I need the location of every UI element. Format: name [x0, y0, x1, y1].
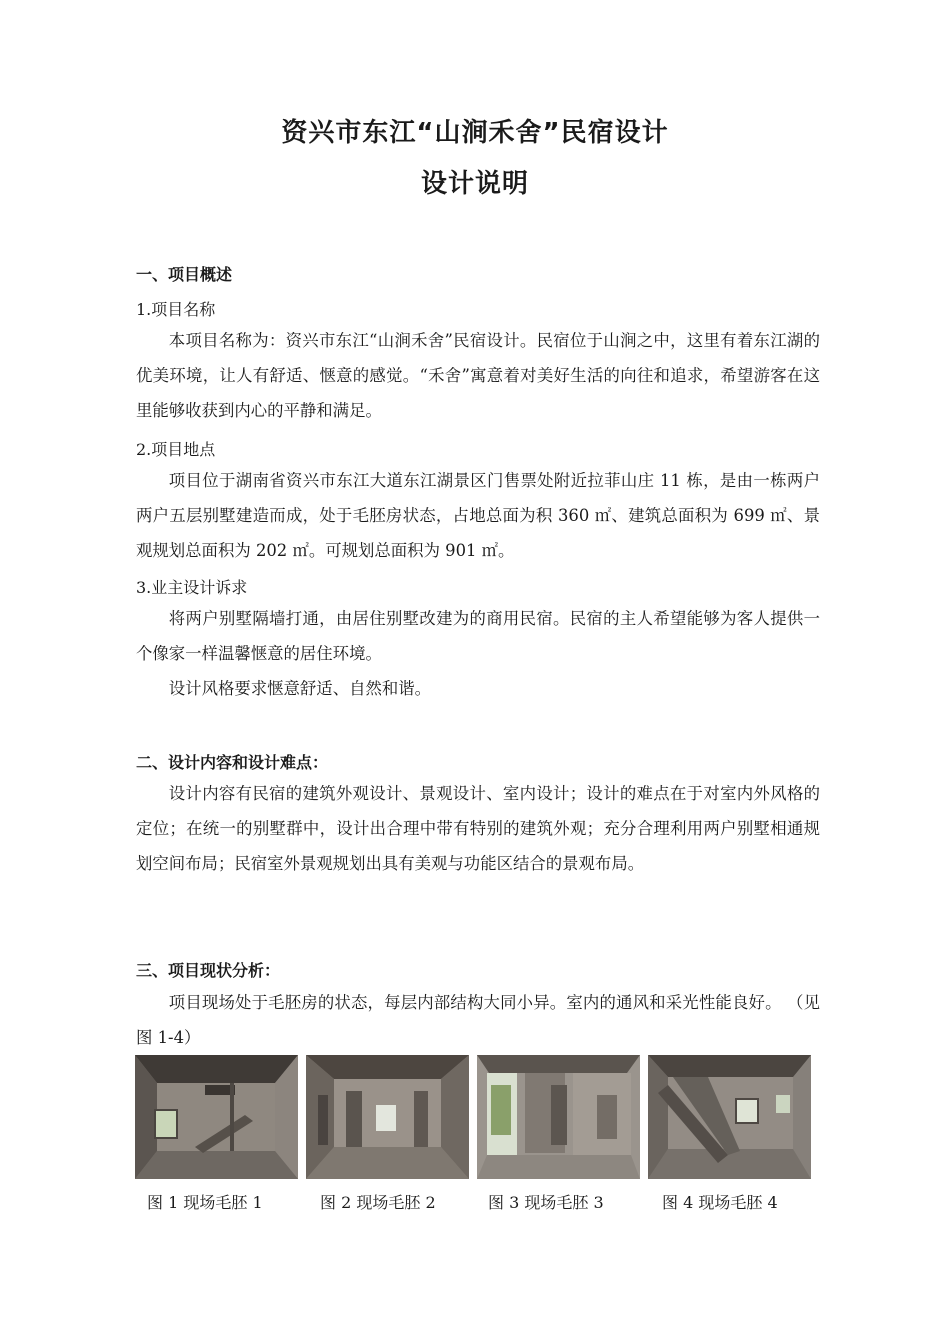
site-photo-4	[648, 1055, 811, 1179]
item3-paragraph-1: 将两户别墅隔墙打通，由居住别墅改建为的商用民宿。民宿的主人希望能够为客人提供一个像家一样温馨惬意的居住环境。	[136, 609, 820, 663]
site-photo-1	[135, 1055, 298, 1179]
document-title: 资兴市东江“山涧禾舍”民宿设计	[281, 118, 669, 148]
figure-caption-1: 图 1 现场毛胚 1	[147, 1193, 263, 1212]
item1-paragraph: 本项目名称为：资兴市东江“山涧禾舍”民宿设计。民宿位于山涧之中，这里有着东江湖的优美环境，让人有舒适、惬意的感觉。“禾舍”寓意着对美好生活的向往和追求，希望游客在这里能够收获到内心的平静和满足。	[136, 331, 820, 420]
site-photo-3	[477, 1055, 640, 1179]
section3-paragraph: 项目现场处于毛胚房的状态，每层内部结构大同小异。室内的通风和采光性能良好。 （见图 1-4）	[136, 993, 820, 1047]
section2-heading: 二、设计内容和设计难点：	[136, 753, 329, 772]
figure-caption-3: 图 3 现场毛胚 3	[488, 1193, 604, 1212]
item1-title: 1.项目名称	[136, 300, 216, 319]
figure-caption-2: 图 2 现场毛胚 2	[320, 1193, 436, 1212]
section2-paragraph: 设计内容有民宿的建筑外观设计、景观设计、室内设计；设计的难点在于对室内外风格的定位；在统一的别墅群中，设计出合理中带有特别的建筑外观；充分合理利用两户别墅相通规划空间布局；民宿室外景观规划出具有美观与功能区结合的景观布局。	[136, 784, 820, 873]
item2-title: 2.项目地点	[136, 440, 216, 459]
section3-heading: 三、项目现状分析：	[136, 961, 281, 980]
site-photo-2	[306, 1055, 469, 1179]
item2-paragraph: 项目位于湖南省资兴市东江大道东江湖景区门售票处附近拉菲山庄 11 栋，是由一栋两户两户五层别墅建造而成，处于毛胚房状态，占地总面为积 360 ㎡、建筑总面积为 699 ㎡、景观规划总面积为 202 ㎡。可规划总面积为 901 ㎡。	[136, 471, 820, 560]
item3-paragraph-2: 设计风格要求惬意舒适、自然和谐。	[168, 679, 432, 698]
item3-title: 3.业主设计诉求	[136, 578, 248, 597]
document-subtitle: 设计说明	[420, 169, 529, 199]
figure-caption-4: 图 4 现场毛胚 4	[662, 1193, 778, 1212]
section1-heading: 一、项目概述	[136, 265, 233, 284]
site-photos	[135, 1055, 811, 1179]
